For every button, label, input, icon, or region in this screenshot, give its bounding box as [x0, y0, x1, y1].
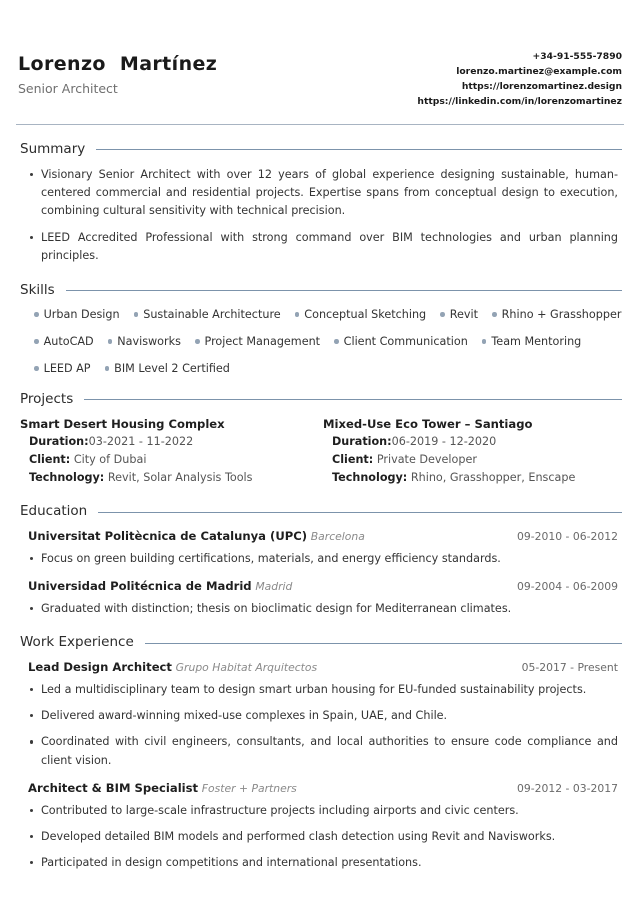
bullet-dot-icon: [34, 312, 39, 317]
skill-label: Revit: [449, 307, 479, 321]
bullet-dot-icon: [482, 339, 487, 344]
project-technology-row: [323, 469, 612, 487]
project-duration-label: Duration:: [29, 434, 89, 448]
project-client-value: Private Developer: [376, 452, 477, 466]
section-skills-title: Skills: [20, 281, 55, 298]
bullet-dot-icon: [108, 339, 113, 344]
bullet-dot-icon: [105, 366, 110, 371]
project-duration-value: 03-2021 - 11-2022: [88, 434, 194, 448]
full-name: Lorenzo Martínez: [18, 53, 218, 75]
education-entry-header: [28, 528, 618, 545]
project-technology-value: Rhino, Grasshopper, Enscape: [410, 470, 576, 484]
skill-chip: [492, 308, 621, 321]
skill-chip: [334, 335, 468, 348]
contact-phone: +34-91-555-7890: [532, 51, 622, 62]
identity-block: [18, 48, 217, 96]
skill-chip: [105, 362, 230, 375]
skill-label: Team Mentoring: [491, 334, 582, 348]
list-item: Led a multidisciplinary team to design smart urban housing for EU-funded sustainability projects.: [28, 681, 618, 699]
section-work-experience-line: [145, 643, 622, 644]
section-skills-line: [66, 290, 622, 291]
experience-bullet-list: [28, 681, 618, 770]
skill-label: Sustainable Architecture: [143, 307, 281, 321]
section-skills: [14, 282, 626, 375]
project-card: [20, 416, 323, 487]
list-item: Graduated with distinction; thesis on bioclimatic design for Mediterranean climates.: [28, 600, 618, 618]
experience-company: Grupo Habitat Arquitectos: [175, 661, 318, 675]
list-item: Visionary Senior Architect with over 12 years of global experience designing sustainable, human-centered commercial and residential projects. Expertise spans from conceptual design to execution, combining cultural sensitivity with technical precision.: [28, 166, 618, 220]
skill-label: Client Communication: [343, 334, 468, 348]
education-entry-main: [28, 528, 365, 545]
section-projects: [14, 391, 626, 487]
education-location: Madrid: [255, 580, 293, 594]
section-summary-header: [14, 141, 626, 157]
section-projects-line: [84, 399, 622, 400]
bullet-dot-icon: [34, 366, 39, 371]
project-client-label: Client:: [29, 452, 71, 466]
projects-list: [14, 416, 626, 487]
resume-header: [14, 48, 626, 110]
skills-list: [14, 308, 626, 375]
header-divider: [16, 124, 624, 125]
project-client-value: City of Dubai: [73, 452, 147, 466]
experience-entry: [28, 659, 618, 769]
bullet-dot-icon: [134, 312, 139, 317]
project-client-label: Client:: [332, 452, 374, 466]
experience-role: Architect & BIM Specialist: [28, 780, 199, 795]
experience-entry-main: [28, 659, 317, 676]
project-technology-label: Technology:: [29, 470, 105, 484]
skill-label: Urban Design: [43, 307, 120, 321]
skill-chip: [34, 362, 91, 375]
list-item: Contributed to large-scale infrastructure projects including airports and civic centers.: [28, 802, 618, 820]
education-entry: [28, 578, 618, 618]
experience-entry-main: [28, 780, 297, 797]
project-name: Mixed-Use Eco Tower – Santiago: [323, 416, 533, 431]
section-summary-body: [14, 166, 626, 266]
project-technology-row: [20, 469, 309, 487]
contact-email[interactable]: lorenzo.martinez@example.com: [456, 65, 622, 77]
project-duration-label: Duration:: [332, 434, 392, 448]
education-institution: Universitat Politècnica de Catalunya (UPC): [28, 529, 308, 544]
section-skills-header: [14, 282, 626, 298]
section-projects-title: Projects: [20, 390, 74, 407]
skill-chip: [134, 308, 281, 321]
skill-label: Project Management: [204, 334, 321, 348]
list-item: Participated in design competitions and international presentations.: [28, 854, 618, 872]
education-bullet-list: [28, 550, 618, 568]
list-item: Focus on green building certifications, materials, and energy efficiency standards.: [28, 550, 618, 568]
project-duration-row: [20, 433, 309, 451]
education-entry-header: [28, 578, 618, 595]
section-education-body: [14, 528, 626, 618]
section-work-experience-header: [14, 634, 626, 650]
section-work-experience: [14, 634, 626, 872]
section-work-experience-title: Work Experience: [20, 634, 134, 651]
skill-label: BIM Level 2 Certified: [114, 361, 230, 375]
section-summary-line: [96, 149, 622, 150]
skill-label: Navisworks: [117, 334, 181, 348]
education-institution: Universidad Politécnica de Madrid: [28, 579, 252, 594]
project-duration-row: [323, 433, 612, 451]
skill-chip: [195, 335, 320, 348]
skill-chip: [108, 335, 181, 348]
project-client-row: [323, 451, 612, 469]
experience-entry: [28, 780, 618, 872]
job-title: Senior Architect: [18, 80, 118, 96]
skill-chip: [34, 308, 120, 321]
bullet-dot-icon: [440, 312, 445, 317]
education-date: 09-2004 - 06-2009: [517, 580, 618, 594]
list-item: Delivered award-winning mixed-use complexes in Spain, UAE, and Chile.: [28, 707, 618, 725]
experience-company: Foster + Partners: [201, 781, 297, 795]
section-summary: [14, 141, 626, 266]
summary-bullet-list: [28, 166, 618, 266]
education-location: Barcelona: [310, 530, 365, 544]
education-date: 09-2010 - 06-2012: [517, 530, 618, 544]
experience-entry-header: [28, 659, 618, 676]
education-entry-main: [28, 578, 292, 595]
experience-bullet-list: [28, 802, 618, 872]
section-summary-title: Summary: [20, 140, 86, 157]
experience-date: 09-2012 - 03-2017: [517, 781, 618, 795]
skill-chip: [34, 335, 94, 348]
experience-date: 05-2017 - Present: [521, 661, 618, 675]
bullet-dot-icon: [492, 312, 497, 317]
bullet-dot-icon: [195, 339, 200, 344]
education-entry: [28, 528, 618, 568]
bullet-dot-icon: [34, 339, 39, 344]
skill-label: Rhino + Grasshopper: [501, 307, 622, 321]
section-work-experience-body: [14, 659, 626, 872]
project-technology-value: Revit, Solar Analysis Tools: [107, 470, 253, 484]
education-bullet-list: [28, 600, 618, 618]
skill-chip: [295, 308, 426, 321]
section-education-line: [98, 512, 622, 513]
skill-label: AutoCAD: [43, 334, 94, 348]
project-card: [323, 416, 626, 487]
section-education: [14, 503, 626, 618]
project-duration-value: 06-2019 - 12-2020: [391, 434, 497, 448]
list-item: Developed detailed BIM models and performed clash detection using Revit and Navisworks.: [28, 828, 618, 846]
bullet-dot-icon: [334, 339, 339, 344]
skill-label: LEED AP: [43, 361, 91, 375]
contact-block: [417, 48, 622, 110]
list-item: LEED Accredited Professional with strong command over BIM technologies and urban planning principles.: [28, 229, 618, 265]
section-education-title: Education: [20, 503, 88, 520]
skill-chip: [440, 308, 478, 321]
experience-entry-header: [28, 780, 618, 797]
skill-label: Conceptual Sketching: [304, 307, 427, 321]
project-name: Smart Desert Housing Complex: [20, 416, 225, 431]
skill-chip: [482, 335, 581, 348]
list-item: Coordinated with civil engineers, consultants, and local authorities to ensure code compliance and client vision.: [28, 733, 618, 769]
section-projects-header: [14, 391, 626, 407]
project-technology-label: Technology:: [332, 470, 408, 484]
experience-role: Lead Design Architect: [28, 660, 172, 675]
project-client-row: [20, 451, 309, 469]
contact-linkedin[interactable]: https://linkedin.com/in/lorenzomartinez: [417, 95, 622, 107]
contact-website[interactable]: https://lorenzomartinez.design: [461, 80, 622, 92]
section-education-header: [14, 503, 626, 519]
bullet-dot-icon: [295, 312, 300, 317]
